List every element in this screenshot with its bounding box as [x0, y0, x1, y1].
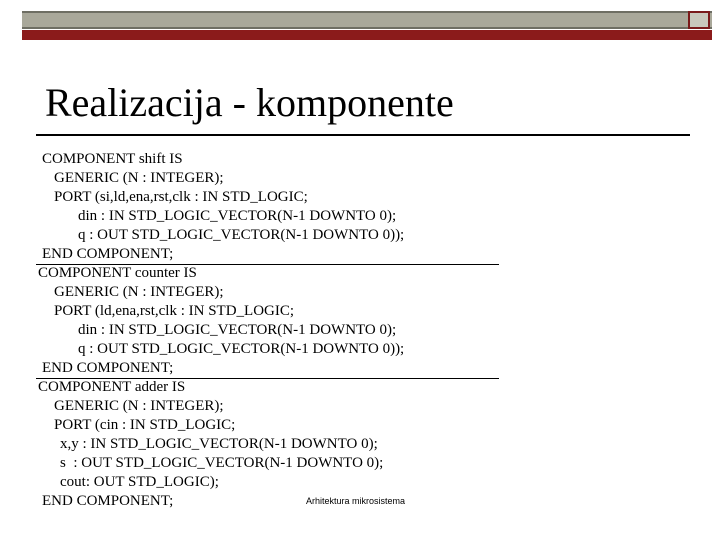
code-line: s : OUT STD_LOGIC_VECTOR(N-1 DOWNTO 0);: [60, 455, 384, 471]
code-line: din : IN STD_LOGIC_VECTOR(N-1 DOWNTO 0);: [78, 208, 397, 224]
slide-footer: Arhitektura mikrosistema: [306, 496, 406, 506]
code-line: PORT (ld,ena,rst,clk : IN STD_LOGIC;: [54, 303, 295, 319]
code-line: q : OUT STD_LOGIC_VECTOR(N-1 DOWNTO 0));: [78, 341, 405, 357]
title-underline: [36, 134, 690, 136]
code-line: PORT (si,ld,ena,rst,clk : IN STD_LOGIC;: [54, 189, 308, 205]
code-line: COMPONENT adder IS: [38, 379, 186, 395]
slide-title: Realizacija - komponente: [45, 80, 454, 125]
header-corner-square: [688, 11, 710, 29]
code-line: x,y : IN STD_LOGIC_VECTOR(N-1 DOWNTO 0);: [60, 436, 378, 452]
header-accent-bar: [22, 30, 712, 40]
code-line: END COMPONENT;: [42, 360, 174, 376]
code-line: GENERIC (N : INTEGER);: [54, 398, 224, 414]
code-line: q : OUT STD_LOGIC_VECTOR(N-1 DOWNTO 0));: [78, 227, 405, 243]
code-line: END COMPONENT;: [42, 246, 174, 262]
code-line: din : IN STD_LOGIC_VECTOR(N-1 DOWNTO 0);: [78, 322, 397, 338]
code-line: cout: OUT STD_LOGIC);: [60, 474, 219, 490]
code-line: COMPONENT counter IS: [38, 265, 197, 281]
header-decoration-bar: [22, 11, 712, 29]
code-line: END COMPONENT;: [42, 493, 174, 509]
code-line: COMPONENT shift IS: [42, 151, 183, 167]
code-line: GENERIC (N : INTEGER);: [54, 170, 224, 186]
code-line: GENERIC (N : INTEGER);: [54, 284, 224, 300]
code-line: PORT (cin : IN STD_LOGIC;: [54, 417, 236, 433]
